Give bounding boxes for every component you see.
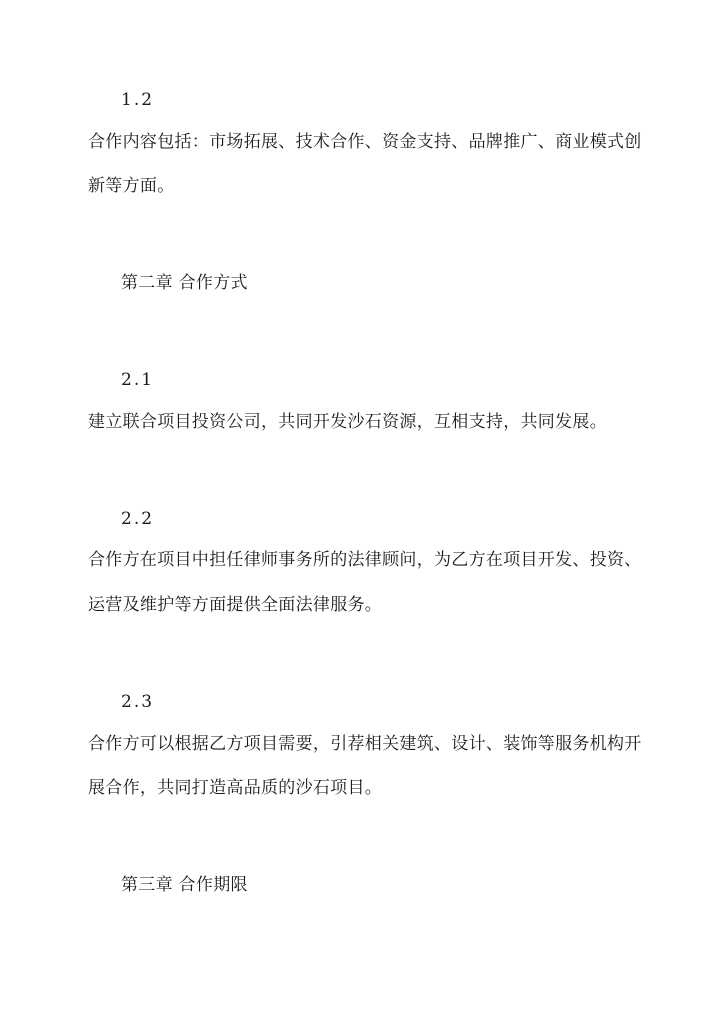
paragraph-line: 展合作，共同打造高品质的沙石项目。 [88,778,383,798]
section-number-2-3: 2.3 [121,692,155,712]
chapter-heading-2: 第二章 合作方式 [121,273,248,293]
paragraph-line: 建立联合项目投资公司，共同开发沙石资源，互相支持，共同发展。 [88,412,607,432]
section-number-2-1: 2.1 [121,370,155,390]
section-number-2-2: 2.2 [121,509,155,529]
paragraph-line: 合作方可以根据乙方项目需要，引荐相关建筑、设计、装饰等服务机构开 [88,734,642,754]
paragraph-line: 合作方在项目中担任律师事务所的法律顾问，为乙方在项目开发、投资、 [88,550,642,570]
paragraph-line: 运营及维护等方面提供全面法律服务。 [88,595,383,615]
paragraph-line: 新等方面。 [88,176,175,196]
section-number-1-2: 1.2 [121,90,155,110]
paragraph-line: 合作内容包括：市场拓展、技术合作、资金支持、品牌推广、商业模式创 [88,132,642,152]
chapter-heading-3: 第三章 合作期限 [121,875,248,895]
